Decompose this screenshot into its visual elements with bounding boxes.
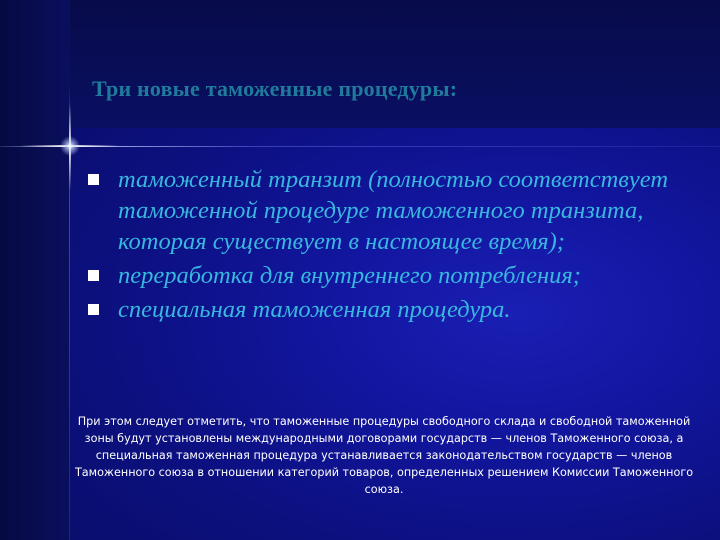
square-bullet-icon [88,270,99,281]
bullet-text: переработка для внутреннего потребления; [118,262,581,289]
slide-title: Три новые таможенные процедуры: [92,76,458,101]
bullet-item [88,294,708,325]
bullet-item [88,260,708,291]
bullet-text: таможенный транзит (полностью соответствует таможенной процедуре таможенного транзита, которая существует в настоящее время); [118,166,669,255]
left-band [0,0,70,540]
square-bullet-icon [88,304,99,315]
footnote-text: При этом следует отметить, что таможенные процедуры свободного склада и свободной таможенной зоны будут установлены международными договорами государств — членов Таможенного союза, а специальная таможенная процедура устанавливается законодательством государств — членов Таможенного союза в отношении категорий товаров, определенных решением Комиссии Таможенного союза. [74,415,694,496]
bullet-item [88,164,708,257]
bullet-text: специальная таможенная процедура. [118,296,511,323]
square-bullet-icon [88,174,99,185]
sparkle-icon [60,136,80,156]
bullet-list [88,164,708,328]
header-band [0,0,720,128]
